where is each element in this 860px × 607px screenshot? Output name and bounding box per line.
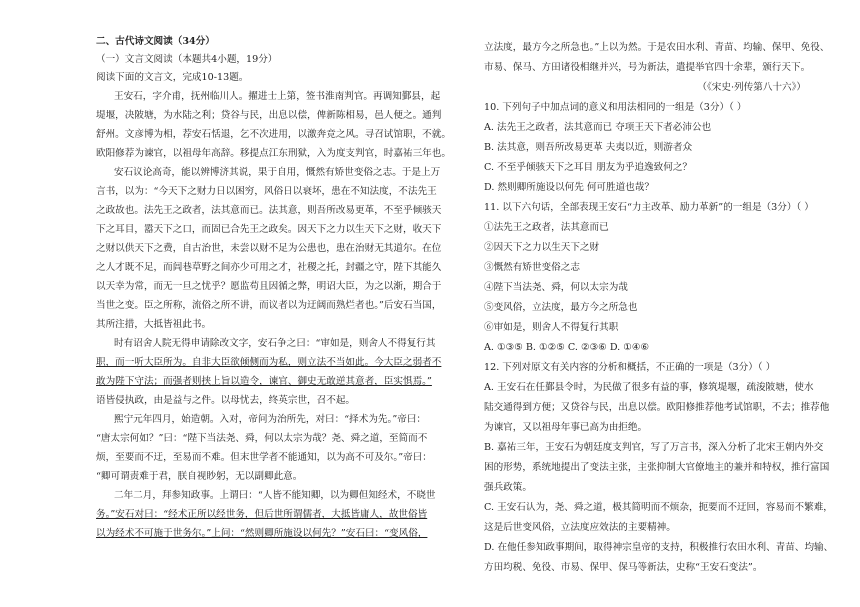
passage-line: 熙宁元年四月，始造朝。入对，帝问为治所先，对曰：“择术为先。”帝曰： [114,414,427,425]
passage-line: 以天幸为常，而无一旦之忧乎？愿监苟且因循之弊，明诏大臣，为之以渐，期合于 [96,281,442,292]
section-heading: 二、古代诗文阅读（34分） [96,36,215,47]
passage-line: 之人才既不足，而闾巷草野之间亦少可用之才，社稷之托，封疆之守，陛下其能久 [96,262,442,273]
q12-option-a-line: A. 王安石在任鄞县令时，为民做了很多有益的事，修筑堤堰，疏浚陂塘，使水 [484,382,814,393]
q12-option-d-line: 方田均税、免役、市易、保甲、保马等新法，史称“王安石变法”。 [484,562,763,573]
question-12: 12. 下列对原文有关内容的分析和概括，不正确的一项是（3分）（ ） [484,362,776,373]
option-b: B. 法其意，则吾所改易更革 夫夷以近，则游者众 [484,142,693,153]
subsection-heading: （一）文言文阅读（本题共4小题，19分） [96,54,278,65]
q12-option-a-line: 为谏官，又以祖母年事已高为由拒绝。 [484,422,648,433]
option-a: A. 法先王之政者，法其意而已 夺项王天下者必沛公也 [484,122,712,133]
statement-2: ②因天下之力以生天下之财 [484,242,600,253]
passage-line: 王安石，字介甫，抚州临川人。擢进士上第，签书淮南判官。再调知鄞县，起 [114,91,441,102]
passage-source: （《宋史·列传第八十六》） [697,82,806,93]
passage-line: 言书，以为：“今天下之财力日以困穷，风俗日以衰坏，患在不知法度，不法先王 [96,186,437,197]
passage-line-underlined: 以为经术不可施于世务尔。”上问：“然则卿所施设以何先？”安石曰：“变风俗， [96,528,428,539]
q12-option-b-line: B. 嘉祐三年，王安石为朝廷度支判官，写了万言书，深入分析了北宋王朝内外交 [484,442,824,453]
answer-options: A. ①③⑤ B. ①②⑤ C. ②③⑥ D. ①④⑥ [484,342,650,353]
q12-option-b-line: 困的形势，系统地提出了变法主张，主张抑制大官僚地主的兼并和特权，推行富国 [484,462,830,473]
passage-line: 欧阳修荐为谏官，以祖母年高辞。移提点江东刑狱，入为度支判官，时嘉祐三年也。 [96,148,451,159]
passage-line-underlined: 敢为陛下守法；而强者则挟上旨以造令，谏官、御史无敢逆其意者，臣实惧焉。” [96,376,432,387]
question-10: 10. 下列句子中加点词的意义和用法相同的一组是（3分）（ ） [484,102,747,113]
passage-line: 时有诏舍人院无得申请除改文字，安石争之曰：“审如是，则舍人不得复行其 [114,338,436,349]
passage-line: “卿可谓责难于君，朕自视眇躬，无以副卿此意。 [96,471,303,482]
passage-line: 之财以供天下之费，自古治世，未尝以财不足为公患也，患在治财无其道尔。在位 [96,243,442,254]
statement-6: ⑥审如是，则舍人不得复行其职 [484,322,619,333]
q12-option-d-line: D. 在他任参知政事期间，取得神宗皇帝的支持，积极推行农田水利、青苗、均输、 [484,542,834,553]
q12-option-a-line: 陆交通得到方便；又贷谷与民，出息以偿。欧阳修推荐他考试馆职，不去；推荐他 [484,402,830,413]
option-d: D. 然则卿所施设以何先 何可胜道也哉？ [484,182,654,193]
passage-line: 之政故也。法先王之政者，法其意而已。法其意，则吾所改易更革，不至乎倾骇天 [96,205,442,216]
passage-line: 堤堰，决陂塘，为水陆之利；贷谷与民，出息以偿，俾新陈相易，邑人便之。通判 [96,110,442,121]
passage-line: 安石议论高奇，能以辨博济其说，果于自用，慨然有矫世变俗之志。于是上万 [114,167,441,178]
statement-1: ①法先王之政者，法其意而已 [484,222,609,233]
passage-line-underlined: 职，而一听大臣所为。自非大臣欲倾侧而为私，则立法不当如此。今大臣之弱者不 [96,357,442,368]
reading-instruction: 阅读下面的文言文，完成10-13题。 [96,72,249,83]
q12-option-c-line: C. 王安石认为，尧、舜之道，极其简明而不烦杂，扼要而不迂回，容易而不繁难， [484,502,833,513]
passage-line: 当世之变。臣之所称，流俗之所不讲，而议者以为迂阔而熟烂者也。”后安石当国， [96,300,442,311]
passage-line: 烦，至要而不迂，至易而不难。但末世学者不能通知，以为高不可及尔。”帝曰： [96,452,432,463]
passage-line: 舒州。文彦博为相，荐安石恬退，乞不次进用，以激奔竞之风。寻召试馆职，不就。 [96,129,451,140]
passage-line: 市易、保马、方田诸役相继并兴，号为新法，遣提举官四十余辈，颁行天下。 [484,62,811,73]
question-11: 11. 以下六句话，全部表现王安石“力主改革、励力革新”的一组是（3分）（ ） [484,202,814,213]
passage-line: 语皆侵执政，由是益与之件。以母忧去，终英宗世，召不起。 [96,395,356,406]
statement-4: ④陛下当法尧、舜，何以太宗为哉 [484,282,628,293]
option-c: C. 不至乎倾骇天下之耳目 朋友为乎追逸致何之？ [484,162,693,173]
statement-3: ③慨然有矫世变俗之志 [484,262,580,273]
statement-5: ⑤变风俗，立法度，最方今之所急也 [484,302,638,313]
passage-line: 立法度，最方今之所急也。”上以为然。于是农田水利、青苗、均输、保甲、免役、 [484,42,830,53]
passage-line: 其所注措，大抵皆祖此书。 [96,319,212,330]
passage-line: “唐太宗何如？”曰：“陛下当法尧、舜，何以太宗为哉？尧、舜之道，至简而不 [96,433,428,444]
passage-line: 二年二月，拜参知政事。上谓曰：“人皆不能知卿，以为卿但知经术，不晓世 [114,490,436,501]
passage-line-underlined: 务。”安石对曰：“经术正所以经世务，但后世所谓儒者，大抵皆庸人，故世俗皆 [96,509,428,520]
q12-option-b-line: 强兵政策。 [484,482,532,493]
q12-option-c-line: 这是后世变风俗，立法度应效法的主要精神。 [484,522,676,533]
passage-line: 下之耳目，嚣天下之口，而固已合先王之政矣。因天下之力以生天下之财，收天下 [96,224,442,235]
